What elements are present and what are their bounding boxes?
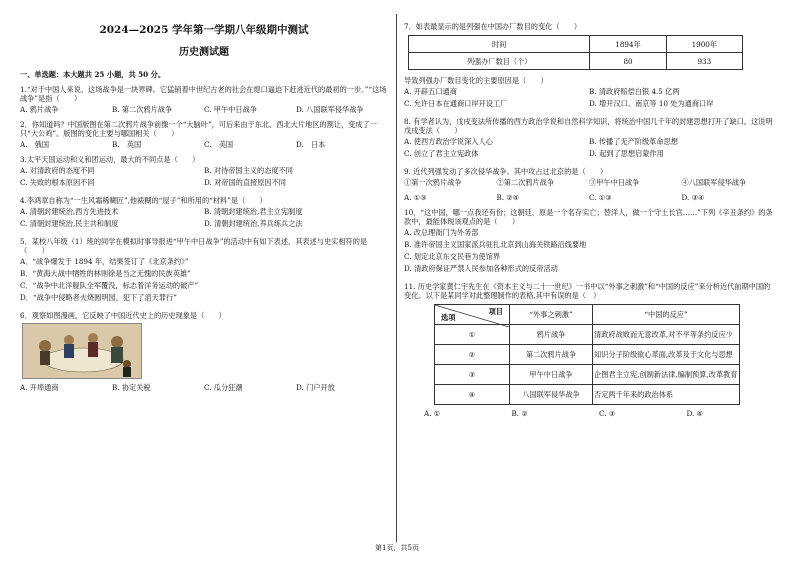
- option: B．“黄海大战中牺牲的林则徐是当之无愧的民族英雄”: [20, 268, 191, 278]
- table-cell: 列强办厂数目（个）: [409, 53, 590, 70]
- question-options: [20, 140, 388, 149]
- option: A. ①③: [404, 193, 427, 202]
- option: C. ①③: [589, 193, 612, 202]
- cartoon-image: [22, 323, 142, 379]
- right-column: [404, 22, 774, 424]
- option: C. 瓜分狂潮: [204, 382, 243, 392]
- option: C. 划定北京东交民巷为使馆界: [404, 252, 501, 261]
- question-7-options: [404, 87, 774, 111]
- question-options: [20, 207, 388, 231]
- option: ②第二次鸦片战争: [496, 178, 555, 187]
- table-header-cell: “外事之刺激”: [510, 305, 593, 325]
- table-cell: ②: [435, 345, 510, 365]
- diag-top-label: 项目: [488, 307, 503, 316]
- question-options: [404, 137, 774, 161]
- option: A. 开埠通商: [20, 382, 59, 392]
- option: A. 鸦片战争: [20, 104, 59, 114]
- factory-table: [408, 35, 743, 70]
- option: C. 甲午中日战争: [204, 104, 257, 114]
- cartoon-illustration: [23, 324, 141, 378]
- option: B. ②④: [496, 193, 520, 202]
- question-stem: 6．观察如图漫画，它反映了中国近代史上的历史现象是（ ）: [20, 310, 226, 320]
- exam-subtitle: 历史测试题: [179, 47, 229, 59]
- question-7-follow: 导致列强办厂数目变化的主要原因是（ ）: [404, 76, 548, 85]
- option: B. 清朝封建统治,君主立宪制度: [204, 206, 303, 216]
- question-11-stem: 11. 历史学家黄仁宇先生在《资本主义与二十一世纪》一书中以“外事之刺激”和“中国的反应”来分析近代前期中国的变化。以下是某同学对此整理制作的表格,其中有误的是（ ）: [404, 282, 771, 300]
- table-cell: ③: [435, 365, 510, 385]
- table-row: [435, 345, 740, 365]
- option: B. 清政府赔偿白银 4.5 亿两: [589, 87, 680, 96]
- option: B. 协定关税: [112, 382, 151, 392]
- table-cell: 否定两千年来的政治体系: [593, 385, 740, 405]
- section-heading: 一、单选题：本大题共 25 小题，共 50 分。: [20, 69, 166, 79]
- question-stem: 10．“这中国，哪一点我还有份；这朝廷，原是一个名存实亡；替洋人，做一个守土长官……”下列《辛丑条约》的条款中，最能体现该观点的是（ ）: [404, 208, 773, 226]
- question-7-stem: 7．如表最显示的是列强在中国办厂数目的变化（ ）: [404, 22, 582, 31]
- option: C. 清朝封建统治,民主共和制度: [20, 218, 119, 228]
- option: B. ②: [511, 409, 528, 418]
- option: A. 开辟五口通商: [404, 87, 457, 96]
- left-column: [20, 18, 388, 398]
- option: B. 英国: [112, 139, 142, 149]
- question-11-options: [424, 409, 774, 418]
- option: A．“战争爆发于 1894 年，结果签订了《北京条约》”: [20, 256, 189, 266]
- option: D. ③④: [681, 193, 705, 202]
- option: A. 使西方政治学说深入人心: [404, 137, 493, 146]
- option: C. 美国: [204, 139, 234, 149]
- table-row: [435, 385, 740, 405]
- table-cell: 933: [666, 53, 742, 70]
- option: D．“战争中侵略者火烧圆明园，犯下了滔天罪行”: [20, 292, 177, 302]
- table-cell: ①: [435, 325, 510, 345]
- left-questions: [20, 85, 388, 392]
- option: ③甲午中日战争: [589, 178, 640, 187]
- option: C．“战争中北洋舰队全军覆没，标志着洋务运动的破产”: [20, 280, 199, 290]
- option: A. ①: [424, 409, 441, 418]
- table-header-cell: 时间: [409, 36, 590, 53]
- option: D. 增开汉口、南京等 10 处为通商口岸: [589, 99, 714, 108]
- diagonal-header-cell: [435, 305, 510, 325]
- option: B. 传播了无产阶级革命思想: [589, 137, 678, 146]
- question-options: [404, 193, 774, 202]
- column-divider: [396, 14, 397, 542]
- table-cell: 企图君主立宪,创制新法律,编制预算,改革教育: [593, 365, 740, 385]
- option: B. 对待帝国主义的态度不同: [204, 165, 293, 175]
- option: C. 创立了君主立宪政体: [404, 149, 479, 158]
- option: D. 门户开放: [296, 382, 335, 392]
- question-stem: 4.李鸿章自称为“一生风霜稀糊匠”,他裱糊的“屋子”和所用的“材料”是（ ）: [20, 195, 267, 205]
- table-header-cell: 1894年: [590, 36, 666, 53]
- table-cell: 清政府战败而无意改革,对不平等条约反应少: [593, 325, 740, 345]
- table-cell: 八国联军侵华战争: [510, 385, 593, 405]
- table-row: [435, 325, 740, 345]
- diag-bottom-label: 选项: [441, 313, 456, 322]
- table-cell: ④: [435, 385, 510, 405]
- option: B. 第二次鸦片战争: [112, 104, 173, 114]
- option: A. 对清政府的态度不同: [20, 165, 95, 175]
- question-stem: 5．某校八年级（1）班的同学在模拟时事导报进“甲午中日战争”的活动中有如下表述，其表述与史实相符的是（ ）: [20, 236, 368, 255]
- option: D. 起到了思想启蒙作用: [589, 149, 664, 158]
- table-cell: 鸦片战争: [510, 325, 593, 345]
- question-options: [404, 228, 774, 276]
- table-header-cell: “中国的反应”: [593, 305, 740, 325]
- option: A. 改总理衙门为外务部: [404, 228, 479, 237]
- question-options: [20, 383, 388, 392]
- question-stem: 1.“对于中国人来说，这场战争是一块界碑。它猛销着中世纪古老的社会在熄口逼迫下赶进近代的最初的一步。”“这场战争”是指（ ）: [20, 84, 387, 103]
- table-cell: 知识分子阶级欲心革面,改革及于文化与思想: [593, 345, 740, 365]
- question-stem: 3.太平天国运动和义和团运动，最大的不同点是（ ）: [20, 154, 200, 164]
- question-options: [20, 257, 388, 305]
- table-cell: 第二次鸦片战争: [510, 345, 593, 365]
- question-options: [20, 166, 388, 190]
- option: ④八国联军侵华战争: [681, 178, 747, 187]
- q11-table: [434, 304, 740, 405]
- question-stem: 9. 近代列强发动了多次侵华战争。其中攻占过北京的是（ ）: [404, 167, 608, 176]
- page-number: 第1页，共5页: [375, 544, 419, 552]
- option: D. 八国联军侵华战争: [296, 104, 364, 114]
- option: D. 清政府保证严禁人民参加各种形式的反帝活动: [404, 264, 558, 273]
- question-options: [404, 178, 774, 187]
- option: D. 日本: [296, 139, 326, 149]
- option: D. ④: [686, 409, 704, 418]
- question-stem: 2．你知道吗？中国版图在第二次鸦片战争前像一个“大脑叶”，可后来由于东北、西北大片地区的割让，变成了一只“大公鸡”。版图的变化主要与哪国相关（ ）: [20, 119, 377, 138]
- table-row: [435, 365, 740, 385]
- option: A. 俄国: [20, 139, 50, 149]
- question-options: [20, 105, 388, 114]
- exam-title: 2024—2025 学年第一学期八年级期中测试: [99, 24, 309, 36]
- option: ①第一次鸦片战争: [404, 178, 462, 187]
- option: B. 准许帝国主义国家派兵驻扎北京到山海关铁路沿线要地: [404, 240, 587, 249]
- table-header-cell: 1900年: [666, 36, 742, 53]
- option: C. ③: [599, 409, 616, 418]
- option: C. 允许日本在通商口岸开设工厂: [404, 99, 508, 108]
- option: D. 清朝封建统治,养兵练兵之法: [204, 218, 303, 228]
- table-cell: 甲午中日战争: [510, 365, 593, 385]
- right-questions: [404, 117, 774, 276]
- option: C. 失败的根本原因不同: [20, 177, 95, 187]
- option: A. 清朝封建统治,西方先进技术: [20, 206, 119, 216]
- question-stem: 8. 有学者认为，戊戌变法所传播的西方政治学说和自然科学知识，将统治中国几千年的封建思想打开了缺口。这说明戊戌变法（ ）: [404, 117, 773, 135]
- option: D. 对帝国的直接原因不同: [204, 177, 286, 187]
- table-cell: 80: [590, 53, 666, 70]
